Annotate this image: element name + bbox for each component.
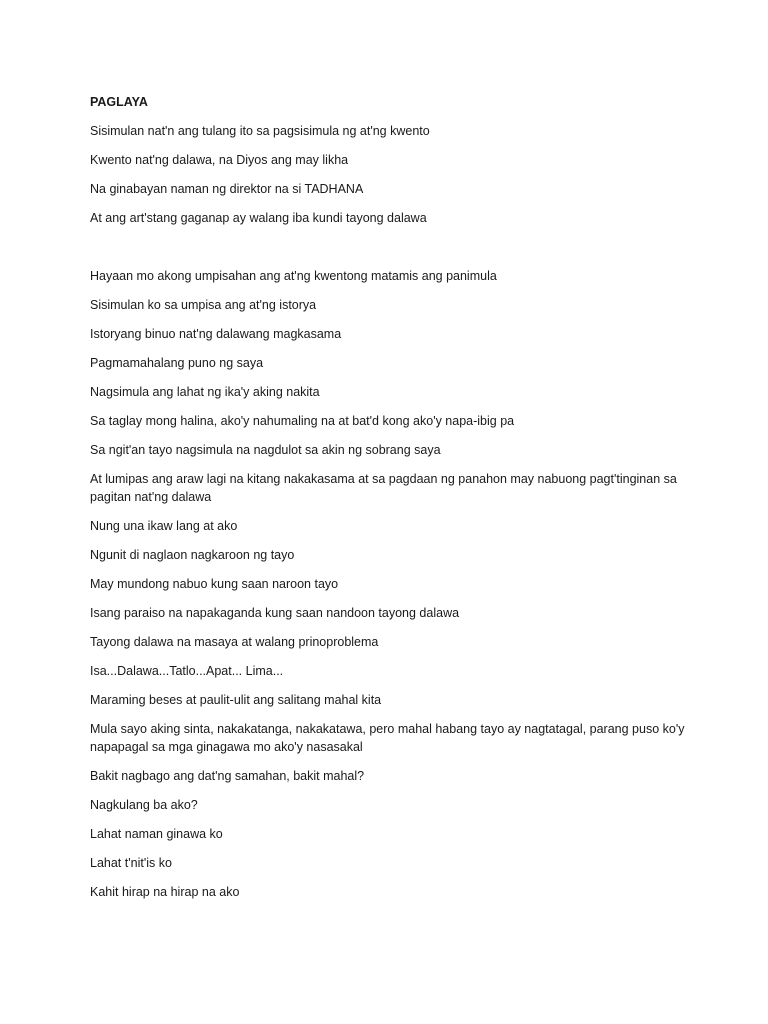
poem-line: Lahat t'nit'is ko bbox=[90, 856, 172, 870]
poem-line: At lumipas ang araw lagi na kitang nakakasama at sa pagdaan ng panahon may nabuong pagt'tinginan sa pagitan nat'ng dalawa bbox=[90, 472, 677, 504]
poem-line: Na ginabayan naman ng direktor na si TADHANA bbox=[90, 182, 364, 196]
poem-line: Pagmamahalang puno ng saya bbox=[90, 356, 264, 370]
poem-line: Nung una ikaw lang at ako bbox=[90, 519, 238, 533]
stanza-1 bbox=[90, 122, 700, 227]
poem-line: Istoryang binuo nat'ng dalawang magkasama bbox=[90, 327, 342, 341]
poem-line: At ang art'stang gaganap ay walang iba kundi tayong dalawa bbox=[90, 211, 427, 225]
poem-line: Isang paraiso na napakaganda kung saan nandoon tayong dalawa bbox=[90, 606, 460, 620]
poem-line: Lahat naman ginawa ko bbox=[90, 827, 223, 841]
poem-line: Nagsimula ang lahat ng ika'y aking nakita bbox=[90, 385, 320, 399]
poem-line: Bakit nagbago ang dat'ng samahan, bakit mahal? bbox=[90, 769, 365, 783]
poem-line: Maraming beses at paulit-ulit ang salitang mahal kita bbox=[90, 693, 382, 707]
poem-line: Kwento nat'ng dalawa, na Diyos ang may likha bbox=[90, 153, 349, 167]
poem-line: Nagkulang ba ako? bbox=[90, 798, 198, 812]
poem-line: Sa taglay mong halina, ako'y nahumaling na at bat'd kong ako'y napa-ibig pa bbox=[90, 414, 515, 428]
poem-line: Sisimulan ko sa umpisa ang at'ng istorya bbox=[90, 298, 317, 312]
poem-line: Kahit hirap na hirap na ako bbox=[90, 885, 240, 899]
poem-line: Sa ngit'an tayo nagsimula na nagdulot sa akin ng sobrang saya bbox=[90, 443, 441, 457]
poem-body bbox=[90, 93, 700, 912]
stanza-spacer bbox=[90, 238, 700, 267]
poem-line: Isa...Dalawa...Tatlo...Apat... Lima... bbox=[90, 664, 284, 678]
poem-line: Ngunit di naglaon nagkaroon ng tayo bbox=[90, 548, 295, 562]
poem-title: PAGLAYA bbox=[90, 95, 148, 109]
poem-line: Mula sayo aking sinta, nakakatanga, nakakatawa, pero mahal habang tayo ay nagtatagal, parang puso ko'y napapagal sa mga ginagawa mo ako'y nasasakal bbox=[90, 722, 685, 754]
poem-line: Tayong dalawa na masaya at walang prinoproblema bbox=[90, 635, 379, 649]
poem-line: May mundong nabuo kung saan naroon tayo bbox=[90, 577, 339, 591]
stanza-2 bbox=[90, 267, 700, 901]
poem-line: Sisimulan nat'n ang tulang ito sa pagsisimula ng at'ng kwento bbox=[90, 124, 430, 138]
poem-line: Hayaan mo akong umpisahan ang at'ng kwentong matamis ang panimula bbox=[90, 269, 497, 283]
